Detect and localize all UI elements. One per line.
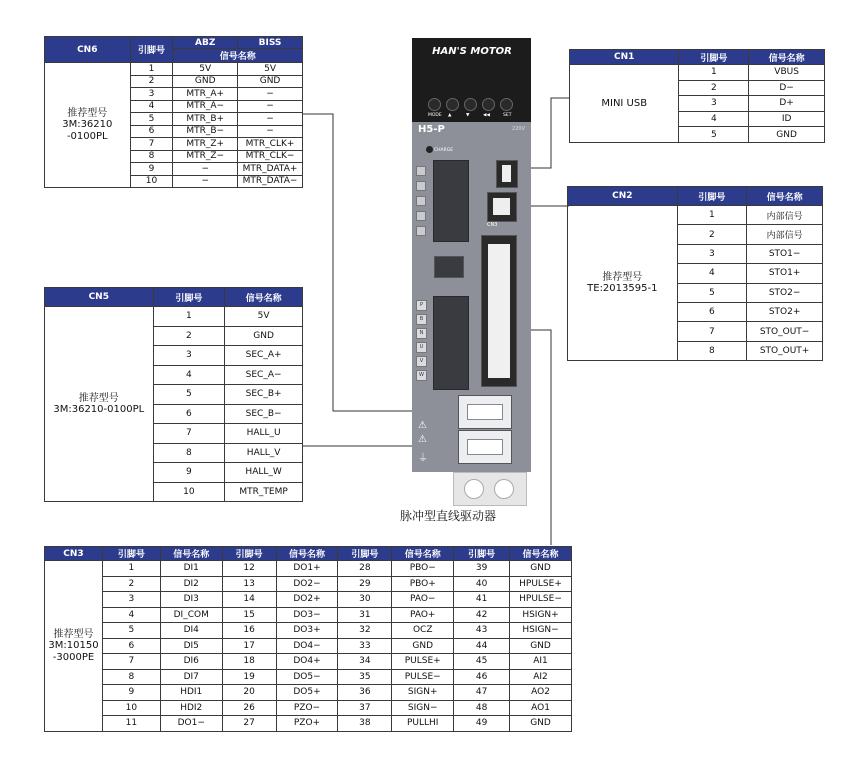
cn2-header-pin: 引脚号 (677, 187, 747, 206)
pin-cell: 4 (677, 264, 747, 283)
cn6-model-cell: 推荐型号 3M:36210 -0100PL (45, 63, 131, 188)
cn6-header-signal: 信号名称 (173, 49, 303, 63)
signal-cell: DI5 (160, 638, 222, 654)
signal-cell: HALL_W (225, 463, 303, 483)
signal-cell: PULSE+ (392, 654, 454, 670)
signal-cell: SEC_B+ (225, 385, 303, 405)
pin-cell: 32 (338, 623, 392, 639)
pin-cell: 42 (454, 607, 510, 623)
terminal-p: P (416, 300, 427, 311)
signal-cell: PZO+ (276, 716, 338, 732)
pin-cell: 27 (222, 716, 276, 732)
table-row (45, 716, 572, 732)
mode-button (428, 98, 441, 111)
ground-icon: ⏚ (418, 453, 428, 464)
set-button (500, 98, 513, 111)
abz-signal-cell: MTR_A− (173, 100, 238, 113)
terminal-u: U (416, 342, 427, 353)
table-row (45, 638, 572, 654)
status-led (416, 166, 426, 176)
cn2-header-cn: CN2 (568, 187, 678, 206)
pin-cell: 1 (677, 206, 747, 225)
pin-cell: 3 (677, 244, 747, 263)
signal-cell: SIGN− (392, 700, 454, 716)
signal-cell: PAO+ (392, 607, 454, 623)
pin-cell: 47 (454, 685, 510, 701)
pin-cell: 2 (102, 576, 160, 592)
keypad (428, 98, 518, 112)
diagram-caption: 脉冲型直线驱动器 (400, 509, 497, 523)
biss-signal-cell: 5V (238, 63, 303, 76)
signal-cell: HDI1 (160, 685, 222, 701)
biss-signal-cell: − (238, 125, 303, 138)
pin-cell: 49 (454, 716, 510, 732)
pin-cell: 43 (454, 623, 510, 639)
abz-signal-cell: MTR_Z− (173, 150, 238, 163)
abz-signal-cell: MTR_B+ (173, 113, 238, 126)
biss-signal-cell: MTR_DATA− (238, 175, 303, 188)
cn5-model-cell: 推荐型号 3M:36210-0100PL (45, 307, 154, 502)
shift-label: ◀◀ (483, 113, 490, 118)
cn3-table (44, 546, 572, 732)
pin-cell: 16 (222, 623, 276, 639)
abz-signal-cell: − (173, 175, 238, 188)
pin-cell: 28 (338, 561, 392, 577)
keypad-labels (426, 113, 521, 122)
signal-cell: SEC_A+ (225, 346, 303, 366)
signal-cell: HDI2 (160, 700, 222, 716)
cn3-header-pin: 引脚号 (454, 547, 510, 561)
biss-signal-cell: − (238, 100, 303, 113)
abz-signal-cell: 5V (173, 63, 238, 76)
signal-cell: DI3 (160, 592, 222, 608)
small-port (434, 256, 464, 278)
signal-cell: GND (510, 716, 572, 732)
pin-cell: 4 (679, 111, 749, 127)
pin-cell: 8 (102, 669, 160, 685)
cn5-header-pin: 引脚号 (153, 288, 225, 307)
pin-cell: 1 (102, 561, 160, 577)
table-row (45, 607, 572, 623)
signal-cell: PAO− (392, 592, 454, 608)
pin-cell: 33 (338, 638, 392, 654)
pin-cell: 13 (222, 576, 276, 592)
signal-cell: HALL_U (225, 424, 303, 444)
cn6-table (44, 36, 303, 188)
pin-cell: 37 (338, 700, 392, 716)
signal-cell: DO1+ (276, 561, 338, 577)
pin-cell: 4 (130, 100, 173, 113)
pin-cell: 9 (102, 685, 160, 701)
biss-signal-cell: GND (238, 75, 303, 88)
cn1-header-signal: 信号名称 (749, 50, 825, 65)
signal-cell: HSIGN+ (510, 607, 572, 623)
pin-cell: 44 (454, 638, 510, 654)
pin-cell: 36 (338, 685, 392, 701)
cn5-header-cn: CN5 (45, 288, 154, 307)
signal-cell: PULLHI (392, 716, 454, 732)
cn3-header-signal: 信号名称 (160, 547, 222, 561)
cn3-header-signal: 信号名称 (276, 547, 338, 561)
cn3-header-cn: CN3 (45, 547, 103, 561)
cn2-model-cell: 推荐型号 TE:2013595-1 (568, 206, 678, 361)
signal-cell: GND (510, 561, 572, 577)
table-row (568, 206, 823, 225)
pin-cell: 30 (338, 592, 392, 608)
brand-logo: HAN'S MOTOR (432, 46, 512, 57)
pin-cell: 8 (677, 341, 747, 360)
down-label: ▼ (466, 113, 470, 118)
abz-signal-cell: − (173, 163, 238, 176)
mode-label: MODE (428, 113, 442, 118)
pin-cell: 1 (130, 63, 173, 76)
pin-cell: 18 (222, 654, 276, 670)
signal-cell: DO4+ (276, 654, 338, 670)
signal-cell: 内部信号 (747, 225, 823, 244)
pin-cell: 10 (102, 700, 160, 716)
terminal-b: B (416, 314, 427, 325)
signal-cell: DO5+ (276, 685, 338, 701)
pin-cell: 20 (222, 685, 276, 701)
pin-cell: 15 (222, 607, 276, 623)
pin-cell: 7 (153, 424, 225, 444)
pin-cell: 7 (102, 654, 160, 670)
signal-cell: PBO+ (392, 576, 454, 592)
pin-cell: 5 (102, 623, 160, 639)
cn1-header-pin: 引脚号 (679, 50, 749, 65)
biss-signal-cell: − (238, 88, 303, 101)
signal-cell: STO2− (747, 283, 823, 302)
signal-cell: DO4− (276, 638, 338, 654)
signal-cell: VBUS (749, 65, 825, 81)
electric-warning-icon: ⚠ (418, 434, 427, 445)
pin-cell: 46 (454, 669, 510, 685)
signal-cell: 内部信号 (747, 206, 823, 225)
status-led (416, 181, 426, 191)
signal-cell: DI_COM (160, 607, 222, 623)
pin-cell: 6 (102, 638, 160, 654)
power-terminal-block (433, 160, 469, 242)
pin-cell: 3 (679, 96, 749, 112)
pin-cell: 8 (153, 443, 225, 463)
cn3-header-signal: 信号名称 (510, 547, 572, 561)
table-row (45, 669, 572, 685)
table-row (45, 592, 572, 608)
table-row (45, 63, 303, 76)
terminal-v: V (416, 356, 427, 367)
signal-cell: 5V (225, 307, 303, 327)
charge-label: CHARGE (434, 148, 454, 153)
set-label: SET (503, 113, 512, 118)
pin-cell: 6 (130, 125, 173, 138)
pin-cell: 7 (130, 138, 173, 151)
cn2-table (567, 186, 823, 361)
cn3-header-signal: 信号名称 (392, 547, 454, 561)
cn1-model-cell: MINI USB (570, 65, 679, 143)
signal-cell: DO1− (160, 716, 222, 732)
signal-cell: SEC_B− (225, 404, 303, 424)
terminal-n: N (416, 328, 427, 339)
warning-icon: ⚠ (418, 420, 427, 431)
signal-cell: DI6 (160, 654, 222, 670)
signal-cell: OCZ (392, 623, 454, 639)
pin-cell: 2 (679, 80, 749, 96)
table-row (45, 623, 572, 639)
signal-cell: AI1 (510, 654, 572, 670)
cn1-header-cn: CN1 (570, 50, 679, 65)
cn6-port (458, 395, 512, 429)
biss-signal-cell: MTR_DATA+ (238, 163, 303, 176)
pin-cell: 34 (338, 654, 392, 670)
pin-cell: 3 (153, 346, 225, 366)
table-row (45, 576, 572, 592)
signal-cell: GND (225, 326, 303, 346)
pin-cell: 12 (222, 561, 276, 577)
biss-signal-cell: MTR_CLK+ (238, 138, 303, 151)
signal-cell: GND (510, 638, 572, 654)
signal-cell: GND (392, 638, 454, 654)
cn3-header-pin: 引脚号 (222, 547, 276, 561)
signal-cell: DO5− (276, 669, 338, 685)
signal-cell: DI2 (160, 576, 222, 592)
pin-cell: 29 (338, 576, 392, 592)
table-row (570, 65, 825, 81)
pin-cell: 10 (130, 175, 173, 188)
signal-cell: STO2+ (747, 302, 823, 321)
down-button (464, 98, 477, 111)
abz-signal-cell: MTR_Z+ (173, 138, 238, 151)
signal-cell: DO2+ (276, 592, 338, 608)
signal-cell: PULSE− (392, 669, 454, 685)
signal-cell: AO2 (510, 685, 572, 701)
pin-cell: 7 (677, 322, 747, 341)
pin-cell: 3 (130, 88, 173, 101)
shift-button (482, 98, 495, 111)
pin-cell: 11 (102, 716, 160, 732)
signal-cell: GND (749, 127, 825, 143)
driver-model: H5-P (418, 124, 445, 135)
pin-cell: 1 (679, 65, 749, 81)
pin-cell: 14 (222, 592, 276, 608)
pin-cell: 8 (130, 150, 173, 163)
pin-cell: 2 (130, 75, 173, 88)
pin-cell: 2 (677, 225, 747, 244)
pin-cell: 5 (130, 113, 173, 126)
abz-signal-cell: MTR_B− (173, 125, 238, 138)
table-row (45, 685, 572, 701)
up-label: ▲ (448, 113, 452, 118)
signal-cell: STO1+ (747, 264, 823, 283)
pin-cell: 2 (153, 326, 225, 346)
pin-cell: 19 (222, 669, 276, 685)
cn6-header-abz: ABZ (173, 37, 238, 49)
cn1-usb-port (496, 160, 518, 188)
cn1-table (569, 49, 825, 143)
table-row (45, 654, 572, 670)
pin-cell: 10 (153, 482, 225, 502)
signal-cell: DO3+ (276, 623, 338, 639)
cn3-header-pin: 引脚号 (102, 547, 160, 561)
table-row (45, 561, 572, 577)
signal-cell: AO1 (510, 700, 572, 716)
pin-cell: 5 (153, 385, 225, 405)
signal-cell: D− (749, 80, 825, 96)
signal-cell: DI1 (160, 561, 222, 577)
cn6-header-cn: CN6 (45, 37, 131, 63)
pin-cell: 5 (677, 283, 747, 302)
up-button (446, 98, 459, 111)
signal-cell: DI7 (160, 669, 222, 685)
motor-terminal-block (433, 296, 469, 390)
pin-cell: 9 (153, 463, 225, 483)
pin-cell: 26 (222, 700, 276, 716)
mounting-bracket (453, 472, 527, 506)
pin-cell: 17 (222, 638, 276, 654)
biss-signal-cell: − (238, 113, 303, 126)
pin-cell: 31 (338, 607, 392, 623)
cn6-header-pin: 引脚号 (130, 37, 173, 63)
signal-cell: HALL_V (225, 443, 303, 463)
cn5-table (44, 287, 303, 502)
pin-cell: 6 (677, 302, 747, 321)
pin-cell: 38 (338, 716, 392, 732)
signal-cell: HPULSE− (510, 592, 572, 608)
table-row (45, 307, 303, 327)
abz-signal-cell: MTR_A+ (173, 88, 238, 101)
abz-signal-cell: GND (173, 75, 238, 88)
signal-cell: HPULSE+ (510, 576, 572, 592)
signal-cell: DI4 (160, 623, 222, 639)
signal-cell: STO1− (747, 244, 823, 263)
pin-cell: 39 (454, 561, 510, 577)
cn3-port-label: CN3 (487, 222, 498, 228)
pin-cell: 40 (454, 576, 510, 592)
table-row (45, 700, 572, 716)
pin-cell: 41 (454, 592, 510, 608)
signal-cell: PBO− (392, 561, 454, 577)
signal-cell: AI2 (510, 669, 572, 685)
status-led (416, 211, 426, 221)
pin-cell: 6 (153, 404, 225, 424)
cn6-header-biss: BISS (238, 37, 303, 49)
signal-cell: DO2− (276, 576, 338, 592)
signal-cell: DO3− (276, 607, 338, 623)
status-led (416, 196, 426, 206)
pin-cell: 5 (679, 127, 749, 143)
status-led (416, 226, 426, 236)
cn5-port (458, 430, 512, 464)
cn3-model-cell: 推荐型号 3M:10150 -3000PE (45, 561, 103, 732)
pin-cell: 35 (338, 669, 392, 685)
terminal-w: W (416, 370, 427, 381)
signal-cell: PZO− (276, 700, 338, 716)
signal-cell: SIGN+ (392, 685, 454, 701)
pin-cell: 4 (153, 365, 225, 385)
biss-signal-cell: MTR_CLK− (238, 150, 303, 163)
cn3-port (481, 235, 517, 387)
signal-cell: HSIGN− (510, 623, 572, 639)
driver-voltage: 220V (512, 126, 525, 132)
pin-cell: 48 (454, 700, 510, 716)
pin-cell: 1 (153, 307, 225, 327)
pin-cell: 3 (102, 592, 160, 608)
cn2-header-signal: 信号名称 (747, 187, 823, 206)
pin-cell: 9 (130, 163, 173, 176)
cn5-header-signal: 信号名称 (225, 288, 303, 307)
signal-cell: MTR_TEMP (225, 482, 303, 502)
pin-cell: 4 (102, 607, 160, 623)
charge-led (426, 146, 433, 153)
cn2-port (487, 192, 517, 222)
signal-cell: D+ (749, 96, 825, 112)
pin-cell: 45 (454, 654, 510, 670)
cn3-header-pin: 引脚号 (338, 547, 392, 561)
signal-cell: SEC_A− (225, 365, 303, 385)
signal-cell: ID (749, 111, 825, 127)
signal-cell: STO_OUT+ (747, 341, 823, 360)
signal-cell: STO_OUT− (747, 322, 823, 341)
